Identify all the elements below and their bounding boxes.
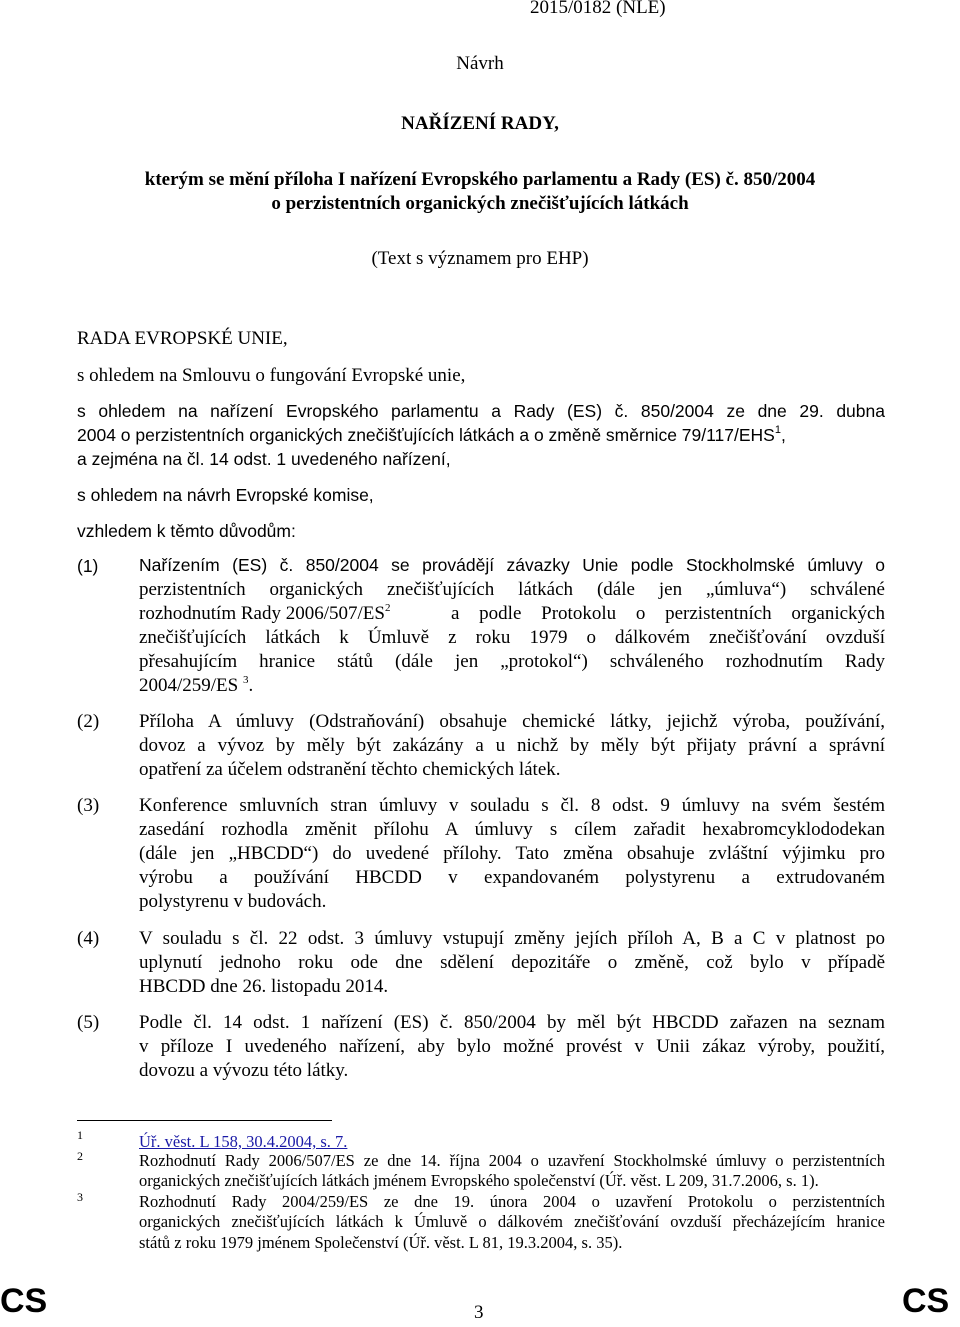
recital-commission: s ohledem na návrh Evropské komise, bbox=[77, 485, 374, 505]
footnote-separator bbox=[77, 1120, 332, 1121]
council-heading: RADA EVROPSKÉ UNIE, bbox=[77, 328, 288, 349]
footnote-3-number: 3 bbox=[77, 1190, 83, 1204]
page-title: NAŘÍZENÍ RADY, bbox=[401, 113, 559, 134]
recital-1-line-3-start bbox=[139, 603, 390, 625]
recital-4-line-1: V souladu s čl. 22 odst. 3 úmluvy vstupují změny jejích příloh A, B a C v platnost po bbox=[139, 928, 885, 949]
footnote-ref-2[interactable]: 2 bbox=[384, 602, 391, 614]
recital-3-line-4: výrobu a používání HBCDD v expandovaném polystyrenu a extrudovaném bbox=[139, 867, 885, 888]
page-number: 3 bbox=[474, 1302, 484, 1323]
proposal-label: Návrh bbox=[456, 53, 504, 74]
recital-1-line-5: přesahujícím hranice států (dále jen „protokol“) schváleného rozhodnutím Rady bbox=[139, 651, 885, 672]
eea-note: (Text s významem pro EHP) bbox=[371, 248, 589, 269]
footnote-3-line-1: Rozhodnutí Rady 2004/259/ES ze dne 19. února 2004 o uzavření Protokolu o perzistentních bbox=[139, 1192, 885, 1211]
footnote-2-line-1: Rozhodnutí Rady 2006/507/ES ze dne 14. října 2004 o uzavření Stockholmské úmluvy o perzistentních bbox=[139, 1151, 885, 1170]
recital-1-line-4: znečišťujících látkách k Úmluvě z roku 1979 o dálkovém znečišťování ovzduší bbox=[139, 627, 885, 648]
document-reference: 2015/0182 (NLE) bbox=[530, 0, 666, 18]
footnote-ref-3[interactable]: 3 bbox=[242, 674, 249, 686]
recital-4-line-2: uplynutí jednoho roku ode dne sdělení depozitáře o změně, což bylo v případě bbox=[139, 952, 885, 973]
subtitle-line-1: kterým se mění příloha I nařízení Evropského parlamentu a Rady (ES) č. 850/2004 bbox=[144, 169, 816, 190]
footnote-ref-1[interactable]: 1 bbox=[774, 424, 781, 436]
footnote-2-number: 2 bbox=[77, 1149, 83, 1163]
footnote-1-link[interactable]: Úř. věst. L 158, 30.4.2004, s. 7. bbox=[139, 1132, 348, 1151]
recital-3-line-2: zasedání rozhodla změnit přílohu A úmluvy s cílem zařadit hexabromcyklododekan bbox=[139, 819, 885, 840]
subtitle-line-2: o perzistentních organických znečišťujících látkách bbox=[271, 193, 689, 214]
recital-1-end: . bbox=[248, 675, 254, 696]
recital-2-number: (2) bbox=[77, 711, 100, 732]
recital-1-line-1-text: Nařízením (ES) č. 850/2004 se provádějí závazky Unie podle Stockholmské úmluvy o bbox=[139, 555, 885, 575]
recital-regulation-line-2-end: , bbox=[780, 425, 786, 445]
footnote-3-line-3: států z roku 1979 jménem Společenství (Úř. věst. L 81, 19.3.2004, s. 35). bbox=[139, 1233, 623, 1252]
recital-regulation-line-3: a zejména na čl. 14 odst. 1 uvedeného nařízení, bbox=[77, 449, 451, 469]
recital-2-line-2: dovoz a vývoz by měly být zakázány a u nichž by měly být přijaty právní a správní bbox=[139, 735, 885, 756]
recital-3-line-5: polystyrenu v budovách. bbox=[139, 891, 327, 912]
recital-1-line-6 bbox=[139, 675, 253, 697]
footnote-1-number: 1 bbox=[77, 1128, 83, 1142]
recital-5-line-1: Podle čl. 14 odst. 1 nařízení (ES) č. 850/2004 by měl být HBCDD zařazen na seznam bbox=[139, 1012, 885, 1033]
recital-treaty: s ohledem na Smlouvu o fungování Evropské unie, bbox=[77, 365, 466, 386]
recital-regulation-line-1: s ohledem na nařízení Evropského parlamentu a Rady (ES) č. 850/2004 ze dne 29. dubna bbox=[77, 401, 885, 421]
recital-3-line-1: Konference smluvních stran úmluvy v souladu s čl. 8 odst. 9 úmluvy na svém šestém bbox=[139, 795, 885, 816]
recital-3-line-3: (dále jen „HBCDD“) do uvedené přílohy. Tato změna obsahuje zvláštní výjimku pro bbox=[139, 843, 885, 864]
whereas-heading: vzhledem k těmto důvodům: bbox=[77, 521, 296, 541]
footnote-3-line-2: organických znečišťujících látkách k Úmluvě o dálkovém znečišťování ovzduší přecházejícím hranice bbox=[139, 1212, 885, 1231]
recital-5-line-3: dovozu a vývozu této látky. bbox=[139, 1060, 349, 1081]
recital-4-number: (4) bbox=[77, 928, 100, 949]
recital-3-number: (3) bbox=[77, 795, 100, 816]
recital-1-line-6-text: 2004/259/ES bbox=[139, 675, 239, 696]
recital-5-line-2: v příloze I uvedeného nařízení, aby bylo možné provést v Unii zákaz výroby, použití, bbox=[139, 1036, 885, 1057]
recital-regulation-line-2 bbox=[77, 425, 786, 446]
footer-language-right: CS bbox=[902, 1282, 950, 1320]
footer-language-left: CS bbox=[0, 1282, 48, 1320]
recital-2-line-1: Příloha A úmluvy (Odstraňování) obsahuje chemické látky, jejichž výroba, používání, bbox=[139, 711, 885, 732]
recital-1-number: (1) bbox=[77, 556, 99, 576]
recital-1-line-2: perzistentních organických znečišťujících látkách (dále jen „úmluva“) schválené bbox=[139, 579, 885, 600]
recital-1-line-3-rest: a podle Protokolu o perzistentních organických bbox=[451, 603, 885, 624]
recital-5-number: (5) bbox=[77, 1012, 100, 1033]
recital-4-line-3: HBCDD dne 26. listopadu 2014. bbox=[139, 976, 389, 997]
footnote-2-line-2: organických znečišťujících látkách jménem Evropského společenství (Úř. věst. L 209, 31.7.2006, s. 1). bbox=[139, 1171, 819, 1190]
recital-2-line-3: opatření za účelem odstranění těchto chemických látek. bbox=[139, 759, 561, 780]
recital-regulation-line-2-text: 2004 o perzistentních organických znečišťujících látkách a o změně směrnice 79/117/EHS bbox=[77, 425, 775, 445]
recital-1-line-1 bbox=[139, 555, 885, 577]
recital-1-line-3-text: rozhodnutím Rady 2006/507/ES bbox=[139, 603, 385, 624]
